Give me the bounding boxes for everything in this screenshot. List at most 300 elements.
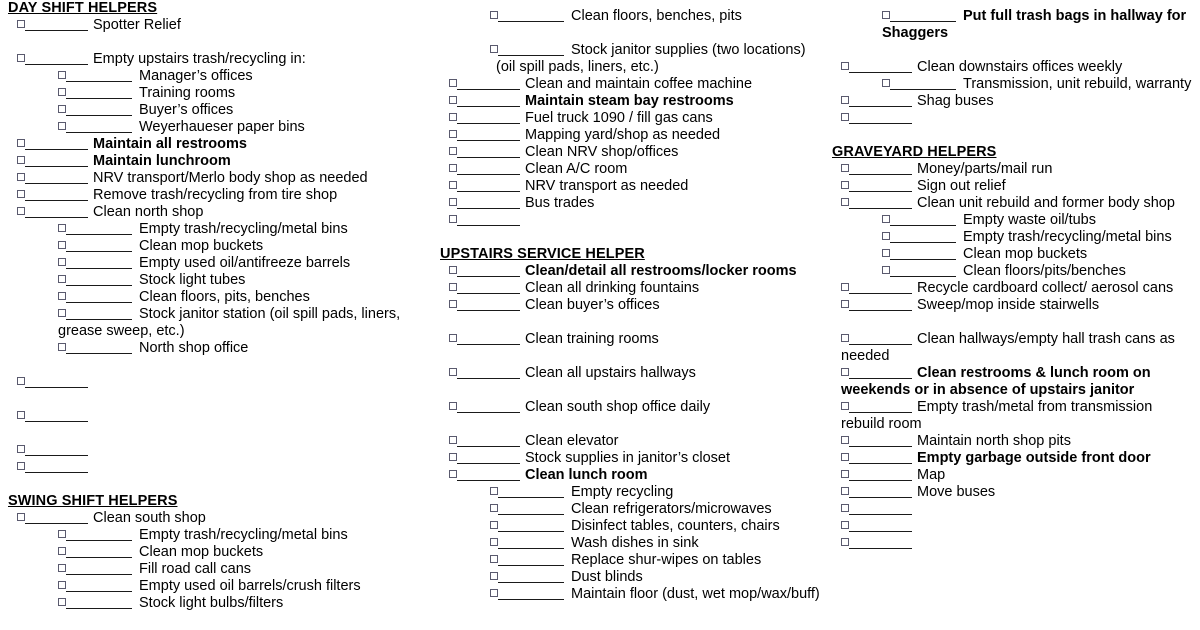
signoff-blank-line[interactable] — [457, 145, 520, 158]
checklist-item-label: Clean mop buckets — [963, 246, 1088, 262]
signoff-blank-line[interactable] — [890, 213, 956, 226]
signoff-blank-line[interactable] — [457, 213, 520, 226]
checklist-item-label: Buyer’s offices — [139, 102, 234, 118]
signoff-blank-line[interactable] — [457, 281, 520, 294]
signoff-blank-line[interactable] — [498, 485, 564, 498]
checklist-item-label: Recycle cardboard collect/ aerosol cans — [917, 280, 1174, 296]
checklist-item-label: Clean mop buckets — [139, 238, 264, 254]
checklist-row-replace-shur-wipes-on-tables — [440, 552, 828, 569]
checkbox-icon[interactable] — [449, 470, 457, 478]
checkbox-icon[interactable] — [841, 62, 849, 70]
checklist-row-clean-hallways-empty-hall-trash-cans-as-needed — [832, 331, 1196, 365]
checkbox-icon[interactable] — [841, 538, 849, 546]
checklist-row-manager-s-offices — [8, 68, 428, 85]
checkbox-icon[interactable] — [841, 402, 849, 410]
signoff-blank-line[interactable] — [457, 94, 520, 107]
checkbox-icon[interactable] — [449, 334, 457, 342]
signoff-blank-line[interactable] — [498, 553, 564, 566]
signoff-blank-line[interactable] — [849, 179, 912, 192]
signoff-blank-line[interactable] — [25, 375, 88, 388]
checklist-item-label: Clean north shop — [93, 204, 204, 220]
checklist-item-label: Move buses — [917, 484, 996, 500]
signoff-blank-line[interactable] — [25, 205, 88, 218]
signoff-blank-line[interactable] — [457, 77, 520, 90]
checklist-item-label: Clean all upstairs hallways — [525, 365, 696, 381]
checkbox-icon[interactable] — [490, 11, 498, 19]
checklist-row-bus-trades — [440, 195, 828, 212]
checkbox-icon[interactable] — [841, 470, 849, 478]
signoff-blank-line[interactable] — [457, 434, 520, 447]
signoff-blank-line[interactable] — [457, 366, 520, 379]
checkbox-icon[interactable] — [841, 283, 849, 291]
section-heading-graveyard-helpers: GRAVEYARD HELPERS — [832, 144, 997, 160]
checklist-item-label: Clean NRV shop/offices — [525, 144, 679, 160]
checkbox-icon[interactable] — [449, 402, 457, 410]
checklist-row-clean-downstairs-offices-weekly — [832, 59, 1196, 76]
signoff-blank-line[interactable] — [457, 111, 520, 124]
checkbox-icon[interactable] — [490, 555, 498, 563]
signoff-blank-line[interactable] — [66, 545, 132, 558]
checkbox-icon[interactable] — [17, 513, 25, 521]
signoff-blank-line[interactable] — [457, 332, 520, 345]
checkbox-icon[interactable] — [58, 241, 66, 249]
row-spacer — [8, 357, 428, 374]
signoff-blank-line[interactable] — [498, 43, 564, 56]
checklist-row-empty-recycling — [440, 484, 828, 501]
checklist-item-label: NRV transport/Merlo body shop as needed — [93, 170, 368, 186]
checklist-row-clean-nrv-shop-offices — [440, 144, 828, 161]
signoff-blank-line[interactable] — [25, 171, 88, 184]
checkbox-icon[interactable] — [841, 164, 849, 172]
signoff-blank-line[interactable] — [498, 587, 564, 600]
checklist-row-stock-janitor-supplies-two-locations — [440, 42, 828, 59]
checklist-row-recycle-cardboard-collect-aerosol-cans — [832, 280, 1196, 297]
checklist-row-nrv-transport-merlo-body-shop-as-needed — [8, 170, 428, 187]
checkbox-icon[interactable] — [58, 224, 66, 232]
row-spacer — [440, 348, 828, 365]
checklist-row-clean-detail-all-restrooms-locker-rooms — [440, 263, 828, 280]
checkbox-icon[interactable] — [882, 215, 890, 223]
checklist-row-blank — [832, 501, 1196, 518]
checkbox-icon[interactable] — [490, 538, 498, 546]
signoff-blank-line[interactable] — [498, 9, 564, 22]
checkbox-icon[interactable] — [449, 436, 457, 444]
checkbox-icon[interactable] — [449, 147, 457, 155]
signoff-blank-line[interactable] — [457, 400, 520, 413]
checklist-row-empty-trash-recycling-metal-bins — [832, 229, 1196, 246]
signoff-blank-line[interactable] — [849, 162, 912, 175]
checklist-row-clean-restrooms-lunch-room-on-weekends-or-in-abs — [832, 365, 1196, 399]
checklist-row-clean-and-maintain-coffee-machine — [440, 76, 828, 93]
checklist-item-label: Maintain all restrooms — [93, 136, 247, 152]
checkbox-icon[interactable] — [449, 283, 457, 291]
signoff-blank-line[interactable] — [66, 239, 132, 252]
checkbox-icon[interactable] — [490, 589, 498, 597]
checklist-item-label: Shag buses — [917, 93, 994, 109]
checkbox-icon[interactable] — [841, 334, 849, 342]
checkbox-icon[interactable] — [17, 20, 25, 28]
checklist-item-label: Clean all drinking fountains — [525, 280, 700, 296]
checkbox-icon[interactable] — [17, 156, 25, 164]
checkbox-icon[interactable] — [58, 581, 66, 589]
checkbox-icon[interactable] — [58, 564, 66, 572]
checklist-row-empty-used-oil-antifreeze-barrels — [8, 255, 428, 272]
signoff-blank-line[interactable] — [457, 162, 520, 175]
signoff-blank-line[interactable] — [890, 230, 956, 243]
checklist-row-maintain-floor-dust-wet-mop-wax-buff — [440, 586, 828, 603]
checklist-item-label: Stock janitor station (oil spill pads, liners, grease sweep, etc.) — [58, 306, 401, 339]
checklist-item-label: Stock janitor supplies (two locations) — [571, 42, 806, 58]
signoff-blank-line[interactable] — [66, 256, 132, 269]
checklist-row-map — [832, 467, 1196, 484]
signoff-blank-line[interactable] — [457, 468, 520, 481]
checkbox-icon[interactable] — [58, 105, 66, 113]
checkbox-icon[interactable] — [449, 79, 457, 87]
checklist-item-label: Remove trash/recycling from tire shop — [93, 187, 338, 203]
signoff-blank-line[interactable] — [457, 451, 520, 464]
section-heading-day-shift-helpers: DAY SHIFT HELPERS — [8, 0, 158, 16]
checkbox-icon[interactable] — [841, 436, 849, 444]
checkbox-icon[interactable] — [449, 164, 457, 172]
checklist-item-label: Clean mop buckets — [139, 544, 264, 560]
checkbox-icon[interactable] — [841, 198, 849, 206]
checklist-row-fill-road-call-cans — [8, 561, 428, 578]
checklist-row-buyer-s-offices — [8, 102, 428, 119]
checkbox-icon[interactable] — [841, 368, 849, 376]
signoff-blank-line[interactable] — [25, 409, 88, 422]
signoff-blank-line[interactable] — [457, 298, 520, 311]
checklist-row-blank — [8, 408, 428, 425]
signoff-blank-line[interactable] — [25, 52, 88, 65]
checkbox-icon[interactable] — [490, 487, 498, 495]
checklist-item-label: Maintain lunchroom — [93, 153, 231, 169]
signoff-blank-line[interactable] — [457, 128, 520, 141]
checklist-row-clean-refrigerators-microwaves — [440, 501, 828, 518]
checklist-row-put-full-trash-bags-in-hallway-for-shaggers — [832, 8, 1196, 42]
checklist-item-label: Clean floors, pits, benches — [139, 289, 310, 305]
row-spacer — [832, 127, 1196, 144]
checklist-row-empty-trash-metal-from-transmission-rebuild-room — [832, 399, 1196, 433]
checkbox-icon[interactable] — [58, 88, 66, 96]
checklist-row-clean-mop-buckets — [8, 238, 428, 255]
checklist-row-blank — [832, 110, 1196, 127]
checklist-row-clean-all-upstairs-hallways — [440, 365, 828, 382]
checklist-row-empty-used-oil-barrels-crush-filters — [8, 578, 428, 595]
signoff-blank-line[interactable] — [457, 179, 520, 192]
signoff-blank-line[interactable] — [849, 502, 912, 515]
checkbox-icon[interactable] — [882, 232, 890, 240]
checklist-item-label: Money/parts/mail run — [917, 161, 1053, 177]
checklist-item-label: Sweep/mop inside stairwells — [917, 297, 1100, 313]
signoff-blank-line[interactable] — [849, 60, 912, 73]
checklist-row-clean-unit-rebuild-and-former-body-shop — [832, 195, 1196, 212]
checkbox-icon[interactable] — [841, 521, 849, 529]
checkbox-icon[interactable] — [882, 79, 890, 87]
checklist-item-label: Empty used oil/antifreeze barrels — [139, 255, 351, 271]
checkbox-icon[interactable] — [449, 113, 457, 121]
signoff-blank-line[interactable] — [25, 137, 88, 150]
checklist-item-label: Clean hallways/empty hall trash cans as needed — [841, 331, 1175, 364]
signoff-blank-line[interactable] — [849, 536, 912, 549]
checklist-item-label: Empty trash/recycling/metal bins — [963, 229, 1172, 245]
checklist-item-label: Clean elevator — [525, 433, 619, 449]
row-spacer — [832, 314, 1196, 331]
checklist-row-clean-buyer-s-offices — [440, 297, 828, 314]
checklist-row-empty-upstairs-trash-recycling-in — [8, 51, 428, 68]
signoff-blank-line[interactable] — [498, 502, 564, 515]
checklist-item-label: NRV transport as needed — [525, 178, 689, 194]
signoff-blank-line[interactable] — [66, 307, 132, 320]
checkbox-icon[interactable] — [882, 249, 890, 257]
checklist-item-label: Fuel truck 1090 / fill gas cans — [525, 110, 713, 126]
checklist-item-label: Clean downstairs offices weekly — [917, 59, 1123, 75]
checklist-row-move-buses — [832, 484, 1196, 501]
checkbox-icon[interactable] — [17, 377, 25, 385]
checklist-item-label: Clean refrigerators/microwaves — [571, 501, 772, 517]
signoff-blank-line[interactable] — [457, 196, 520, 209]
checkbox-icon[interactable] — [17, 462, 25, 470]
checkbox-icon[interactable] — [449, 215, 457, 223]
checklist-row-empty-waste-oil-tubs — [832, 212, 1196, 229]
checkbox-icon[interactable] — [17, 190, 25, 198]
checklist-row-empty-trash-recycling-metal-bins — [8, 221, 428, 238]
checklist-item-label: Clean south shop — [93, 510, 206, 526]
checklist-row-clean-south-shop — [8, 510, 428, 527]
signoff-blank-line[interactable] — [66, 222, 132, 235]
signoff-blank-line[interactable] — [25, 18, 88, 31]
checkbox-icon[interactable] — [882, 11, 890, 19]
signoff-blank-line[interactable] — [849, 366, 912, 379]
checklist-item-label: Stock light tubes — [139, 272, 246, 288]
checkbox-icon[interactable] — [17, 139, 25, 147]
checklist-item-label: Clean restrooms & lunch room on weekends or in absence of upstairs janitor — [841, 365, 1151, 398]
checkbox-icon[interactable] — [58, 530, 66, 538]
checklist-row-nrv-transport-as-needed — [440, 178, 828, 195]
checklist-row-blank — [8, 442, 428, 459]
checklist-row-stock-light-bulbs-filters — [8, 595, 428, 612]
row-spacer — [832, 42, 1196, 59]
signoff-blank-line[interactable] — [849, 485, 912, 498]
signoff-blank-line[interactable] — [66, 69, 132, 82]
checklist-row-maintain-north-shop-pits — [832, 433, 1196, 450]
column-left — [8, 0, 428, 612]
signoff-blank-line[interactable] — [849, 332, 912, 345]
continuation-text-oil-spill-pads-liners-etc: (oil spill pads, liners, etc.) — [496, 59, 659, 75]
row-spacer — [440, 314, 828, 331]
checkbox-icon[interactable] — [58, 547, 66, 555]
checklist-item-label: Bus trades — [525, 195, 595, 211]
checklist-row-blank — [832, 535, 1196, 552]
checkbox-icon[interactable] — [449, 300, 457, 308]
checklist-row-transmission-unit-rebuild-warranty — [832, 76, 1196, 93]
signoff-blank-line[interactable] — [66, 273, 132, 286]
checkbox-icon[interactable] — [449, 130, 457, 138]
checklist-item-label: Weyerhaueser paper bins — [139, 119, 305, 135]
row-spacer — [440, 229, 828, 246]
checkbox-icon[interactable] — [882, 266, 890, 274]
checklist-item-label: Clean A/C room — [525, 161, 628, 177]
checklist-item-label: Clean unit rebuild and former body shop — [917, 195, 1175, 211]
signoff-blank-line[interactable] — [849, 281, 912, 294]
checkbox-icon[interactable] — [449, 181, 457, 189]
checklist-item-label: Empty recycling — [571, 484, 674, 500]
signoff-blank-line[interactable] — [890, 9, 956, 22]
signoff-blank-line[interactable] — [66, 86, 132, 99]
checklist-row-north-shop-office — [8, 340, 428, 357]
checkbox-icon[interactable] — [449, 453, 457, 461]
checklist-row-clean-south-shop-office-daily — [440, 399, 828, 416]
column-right — [832, 0, 1196, 552]
checkbox-icon[interactable] — [449, 368, 457, 376]
checklist-row-clean-floors-benches-pits — [440, 8, 828, 25]
signoff-blank-line[interactable] — [498, 519, 564, 532]
checklist-item-label: Stock light bulbs/filters — [139, 595, 284, 611]
checklist-row-clean-floors-pits-benches — [8, 289, 428, 306]
signoff-blank-line[interactable] — [849, 434, 912, 447]
checklist-item-label: Replace shur-wipes on tables — [571, 552, 762, 568]
checklist-item-label: Empty trash/metal from transmission rebuild room — [841, 399, 1153, 432]
checklist-row-spotter-relief — [8, 17, 428, 34]
signoff-blank-line[interactable] — [25, 511, 88, 524]
checklist-row-sign-out-relief — [832, 178, 1196, 195]
row-spacer — [8, 425, 428, 442]
signoff-blank-line[interactable] — [66, 120, 132, 133]
signoff-blank-line[interactable] — [25, 154, 88, 167]
checkbox-icon[interactable] — [17, 54, 25, 62]
checkbox-icon[interactable] — [449, 266, 457, 274]
signoff-blank-line[interactable] — [25, 460, 88, 473]
checklist-item-label: Empty trash/recycling/metal bins — [139, 527, 348, 543]
checkbox-icon[interactable] — [841, 487, 849, 495]
checkbox-icon[interactable] — [58, 343, 66, 351]
checklist-row-dust-blinds — [440, 569, 828, 586]
signoff-blank-line[interactable] — [457, 264, 520, 277]
checkbox-icon[interactable] — [17, 207, 25, 215]
signoff-blank-line[interactable] — [25, 188, 88, 201]
checklist-item-label: Clean/detail all restrooms/locker rooms — [525, 263, 797, 279]
checklist-item-label: Stock supplies in janitor’s closet — [525, 450, 730, 466]
signoff-blank-line[interactable] — [498, 570, 564, 583]
checklist-row-stock-supplies-in-janitor-s-closet — [440, 450, 828, 467]
checkbox-icon[interactable] — [58, 598, 66, 606]
signoff-blank-line[interactable] — [849, 196, 912, 209]
checkbox-icon[interactable] — [841, 504, 849, 512]
signoff-blank-line[interactable] — [849, 468, 912, 481]
signoff-blank-line[interactable] — [66, 562, 132, 575]
signoff-blank-line[interactable] — [66, 103, 132, 116]
signoff-blank-line[interactable] — [849, 111, 912, 124]
checklist-row-clean-floors-pits-benches — [832, 263, 1196, 280]
signoff-blank-line[interactable] — [849, 451, 912, 464]
checklist-row-wash-dishes-in-sink — [440, 535, 828, 552]
checkbox-icon[interactable] — [841, 113, 849, 121]
checklist-row-clean-lunch-room — [440, 467, 828, 484]
row-spacer — [440, 416, 828, 433]
signoff-blank-line[interactable] — [849, 519, 912, 532]
checkbox-icon[interactable] — [841, 96, 849, 104]
checklist-row-blank — [8, 374, 428, 391]
checklist-item-label: Manager’s offices — [139, 68, 253, 84]
signoff-blank-line[interactable] — [66, 290, 132, 303]
section-heading-swing-shift-helpers: SWING SHIFT HELPERS — [8, 493, 178, 509]
checklist-item-label: Fill road call cans — [139, 561, 252, 577]
checkbox-icon[interactable] — [841, 453, 849, 461]
checklist-row-empty-garbage-outside-front-door — [832, 450, 1196, 467]
signoff-blank-line[interactable] — [849, 298, 912, 311]
signoff-blank-line[interactable] — [25, 443, 88, 456]
checkbox-icon[interactable] — [58, 71, 66, 79]
checkbox-icon[interactable] — [490, 572, 498, 580]
signoff-blank-line[interactable] — [66, 528, 132, 541]
checklist-item-label: Map — [917, 467, 946, 483]
checkbox-icon[interactable] — [58, 275, 66, 283]
checklist-row-sweep-mop-inside-stairwells — [832, 297, 1196, 314]
row-spacer-half — [832, 0, 1196, 8]
signoff-blank-line[interactable] — [498, 536, 564, 549]
checklist-row-mapping-yard-shop-as-needed — [440, 127, 828, 144]
checkbox-icon[interactable] — [58, 258, 66, 266]
checklist-item-label: Clean buyer’s offices — [525, 297, 660, 313]
checklist-row-maintain-steam-bay-restrooms — [440, 93, 828, 110]
checklist-row-clean-north-shop — [8, 204, 428, 221]
checklist-row-stock-janitor-station-oil-spill-pads-liners-grea — [8, 306, 428, 340]
signoff-blank-line[interactable] — [890, 247, 956, 260]
checklist-item-label: Clean lunch room — [525, 467, 648, 483]
checkbox-icon[interactable] — [58, 122, 66, 130]
signoff-blank-line[interactable] — [890, 264, 956, 277]
signoff-blank-line[interactable] — [66, 596, 132, 609]
signoff-blank-line[interactable] — [849, 94, 912, 107]
checklist-row-disinfect-tables-counters-chairs — [440, 518, 828, 535]
signoff-blank-line[interactable] — [849, 400, 912, 413]
checklist-row-clean-mop-buckets — [8, 544, 428, 561]
checklist-row-clean-all-drinking-fountains — [440, 280, 828, 297]
checkbox-icon[interactable] — [449, 96, 457, 104]
checklist-row-maintain-all-restrooms — [8, 136, 428, 153]
checklist-item-label: Mapping yard/shop as needed — [525, 127, 721, 143]
checkbox-icon[interactable] — [490, 45, 498, 53]
checklist-item-label: Empty upstairs trash/recycling in: — [93, 51, 306, 67]
checklist-item-label: Empty garbage outside front door — [917, 450, 1151, 466]
checkbox-icon[interactable] — [58, 309, 66, 317]
checkbox-icon[interactable] — [17, 411, 25, 419]
checklist-item-label: Maintain north shop pits — [917, 433, 1071, 449]
checkbox-icon[interactable] — [17, 173, 25, 181]
checklist-row-shag-buses — [832, 93, 1196, 110]
checkbox-icon[interactable] — [58, 292, 66, 300]
checklist-item-label: North shop office — [139, 340, 249, 356]
checkbox-icon[interactable] — [490, 521, 498, 529]
checklist-row-clean-elevator — [440, 433, 828, 450]
checklist-row-maintain-lunchroom — [8, 153, 428, 170]
column-middle — [440, 0, 828, 603]
checkbox-icon[interactable] — [449, 198, 457, 206]
checkbox-icon[interactable] — [17, 445, 25, 453]
signoff-blank-line[interactable] — [890, 77, 956, 90]
checklist-item-label: Transmission, unit rebuild, warranty — [963, 76, 1192, 92]
checklist-row-stock-light-tubes — [8, 272, 428, 289]
signoff-blank-line[interactable] — [66, 579, 132, 592]
checklist-item-label: Clean floors, benches, pits — [571, 8, 742, 24]
signoff-blank-line[interactable] — [66, 341, 132, 354]
checkbox-icon[interactable] — [490, 504, 498, 512]
checklist-item-label: Clean floors/pits/benches — [963, 263, 1126, 279]
checkbox-icon[interactable] — [841, 300, 849, 308]
checklist-item-label: Maintain floor (dust, wet mop/wax/buff) — [571, 586, 820, 602]
checkbox-icon[interactable] — [841, 181, 849, 189]
checklist-row-training-rooms — [8, 85, 428, 102]
checklist-row-blank — [440, 212, 828, 229]
